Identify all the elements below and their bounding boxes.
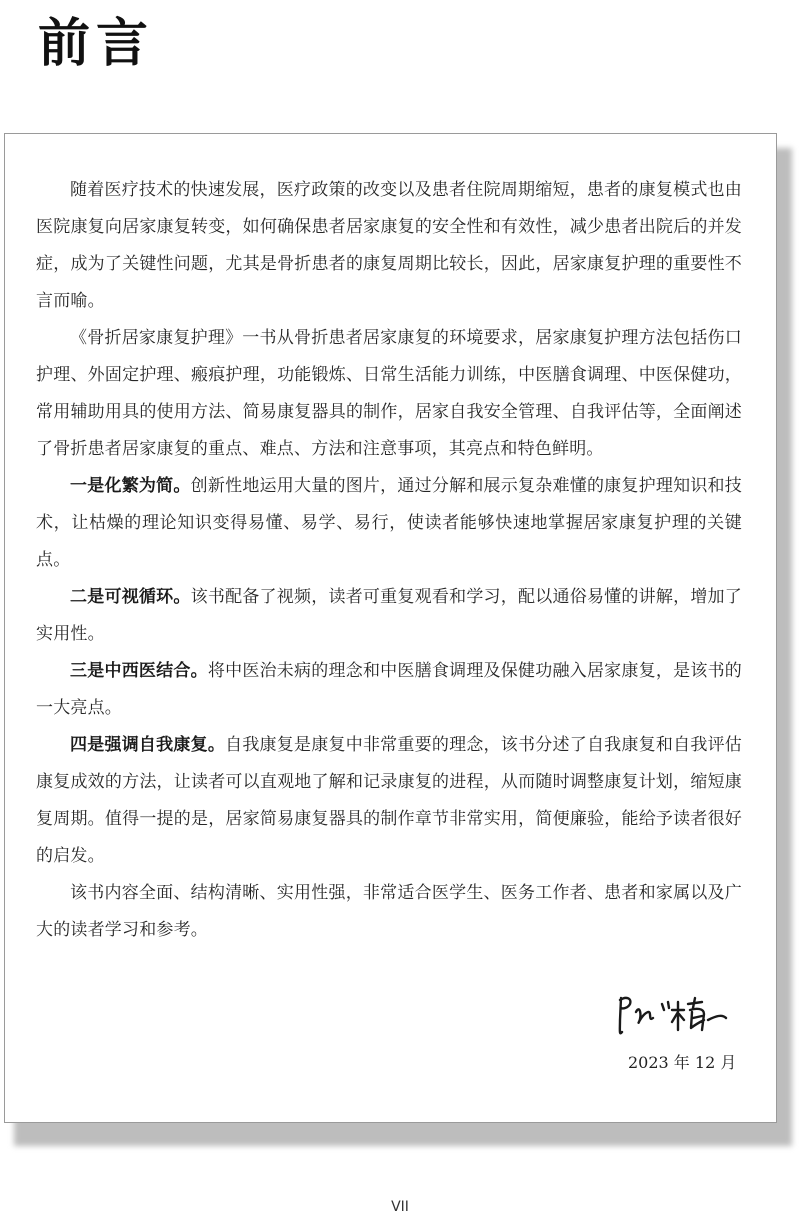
paragraph-7 xyxy=(36,875,742,949)
paragraph-text: 《骨折居家康复护理》一书从骨折患者居家康复的环境要求，居家康复护理方法包括伤口护理、外固定护理、瘢痕护理，功能锻炼、日常生活能力训练，中医膳食调理、中医保健功，常用辅助用具的使用方法、简易康复器具的制作，居家自我安全管理、自我评估等，全面阐述了骨折患者居家康复的重点、难点、方法和注意事项，其亮点和特色鲜明。 xyxy=(36,328,742,459)
paragraph-4 xyxy=(36,579,742,653)
paragraph-1 xyxy=(36,172,742,320)
handwritten-signature xyxy=(612,990,732,1040)
paragraph-text: 该书配备了视频，读者可重复观看和学习，配以通俗易懂的讲解，增加了实用性。 xyxy=(36,587,742,644)
preface-body xyxy=(36,172,742,949)
preface-heading: 前言 xyxy=(38,14,155,74)
paragraph-text: 自我康复是康复中非常重要的理念，该书分述了自我康复和自我评估康复成效的方法，让读者可以直观地了解和记录康复的进程，从而随时调整康复计划，缩短康复周期。值得一提的是，居家简易康复器具的制作章节非常实用，简便廉验，能给予读者很好的启发。 xyxy=(36,735,742,866)
paragraph-lead: 三是中西医结合。 xyxy=(70,661,208,681)
paragraph-2 xyxy=(36,320,742,468)
paragraph-text: 创新性地运用大量的图片，通过分解和展示复杂难懂的康复护理知识和技术，让枯燥的理论知识变得易懂、易学、易行，使读者能够快速地掌握居家康复护理的关键点。 xyxy=(36,476,742,570)
paragraph-5 xyxy=(36,653,742,727)
paragraph-lead: 一是化繁为简。 xyxy=(70,476,191,496)
paragraph-6 xyxy=(36,727,742,875)
paragraph-text: 该书内容全面、结构清晰、实用性强，非常适合医学生、医务工作者、患者和家属以及广大的读者学习和参考。 xyxy=(36,883,742,940)
date: 2023 年 12 月 xyxy=(628,1053,737,1072)
paragraph-3 xyxy=(36,468,742,579)
paragraph-lead: 二是可视循环。 xyxy=(70,587,191,607)
page-number: VII xyxy=(391,1199,409,1215)
paragraph-lead: 四是强调自我康复。 xyxy=(70,735,226,755)
paragraph-text: 随着医疗技术的快速发展，医疗政策的改变以及患者住院周期缩短，患者的康复模式也由医院康复向居家康复转变，如何确保患者居家康复的安全性和有效性，减少患者出院后的并发症，成为了关键性问题，尤其是骨折患者的康复周期比较长，因此，居家康复护理的重要性不言而喻。 xyxy=(36,180,742,311)
paragraph-text: 将中医治未病的理念和中医膳食调理及保健功融入居家康复，是该书的一大亮点。 xyxy=(36,661,742,718)
